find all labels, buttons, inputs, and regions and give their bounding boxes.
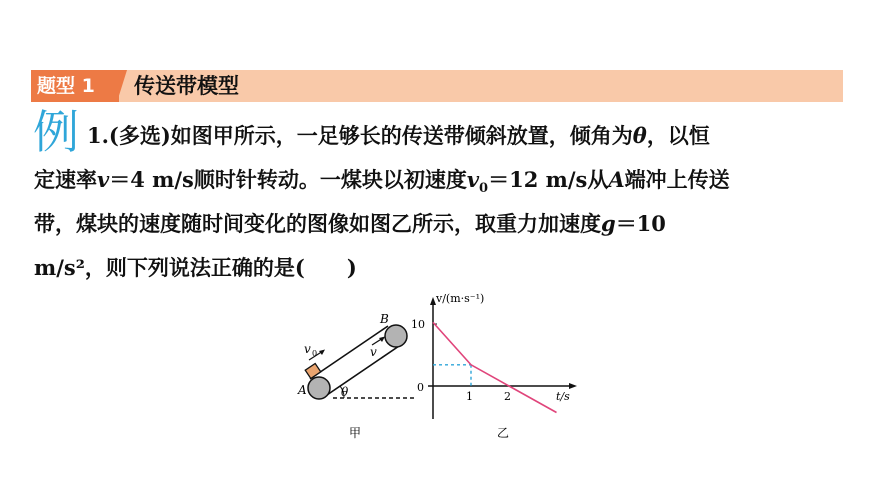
caption-jia: 甲	[349, 426, 362, 440]
pulley-a	[308, 377, 330, 399]
question-text: 端冲上传送	[624, 167, 730, 192]
label-v0: v	[304, 342, 311, 356]
x-axis-label: t/s	[556, 390, 570, 403]
g-symbol: g	[601, 211, 616, 236]
y-axis-label: v/(m·s⁻¹)	[436, 292, 485, 305]
point-a-symbol: A	[608, 167, 625, 192]
label-a: A	[298, 383, 307, 397]
belt-v-arrowhead	[379, 337, 385, 343]
label-b: B	[380, 312, 389, 326]
figure	[290, 282, 590, 447]
question-text: ，以恒	[646, 123, 710, 148]
topic-title: 传送带模型	[134, 74, 239, 98]
question-text: 定速率	[34, 167, 97, 192]
question-text: 1.(多选)如图甲所示，一足够长的传送带倾斜放置，倾角为	[87, 123, 633, 148]
x-tick-label-1: 1	[466, 390, 473, 403]
caption-yi: 乙	[497, 426, 510, 440]
y-tick-label: 10	[411, 318, 425, 331]
theta-symbol: θ	[632, 123, 647, 148]
v0-symbol: v	[466, 167, 480, 192]
series-line-0	[433, 322, 557, 412]
question-text: ＝4 m/s顺时针转动。一煤块以初速度	[109, 167, 467, 192]
pulley-b	[385, 325, 407, 347]
topic-tag: 题型 1	[31, 70, 119, 102]
figure-jia	[297, 312, 415, 440]
question-line-2	[34, 164, 730, 196]
topic-tag-notch	[117, 70, 127, 102]
v-symbol: v	[97, 167, 110, 192]
figure-yi	[411, 292, 577, 440]
v0-arrowhead	[319, 350, 325, 356]
question-line-4: m/s²，则下列说法正确的是( )	[34, 255, 357, 280]
coal-block	[305, 363, 321, 378]
x-axis-arrowhead	[569, 383, 577, 389]
origin-label: 0	[417, 381, 424, 394]
question-line-1	[87, 120, 710, 150]
question-text: ＝12 m/s从	[488, 167, 609, 192]
label-theta: θ	[341, 385, 349, 399]
example-mark: 例	[33, 105, 79, 159]
vt-plot	[433, 322, 557, 412]
label-v: v	[370, 345, 377, 359]
belt-bottom-edge	[324, 344, 402, 397]
label-v0-subscript: 0	[312, 349, 318, 358]
question-line-3	[34, 208, 666, 238]
x-tick-label-2: 2	[504, 390, 511, 403]
v0-subscript: 0	[479, 181, 489, 197]
question-text: 带，煤块的速度随时间变化的图像如图乙所示，取重力加速度	[34, 211, 601, 236]
question-text: ＝10	[615, 211, 666, 236]
